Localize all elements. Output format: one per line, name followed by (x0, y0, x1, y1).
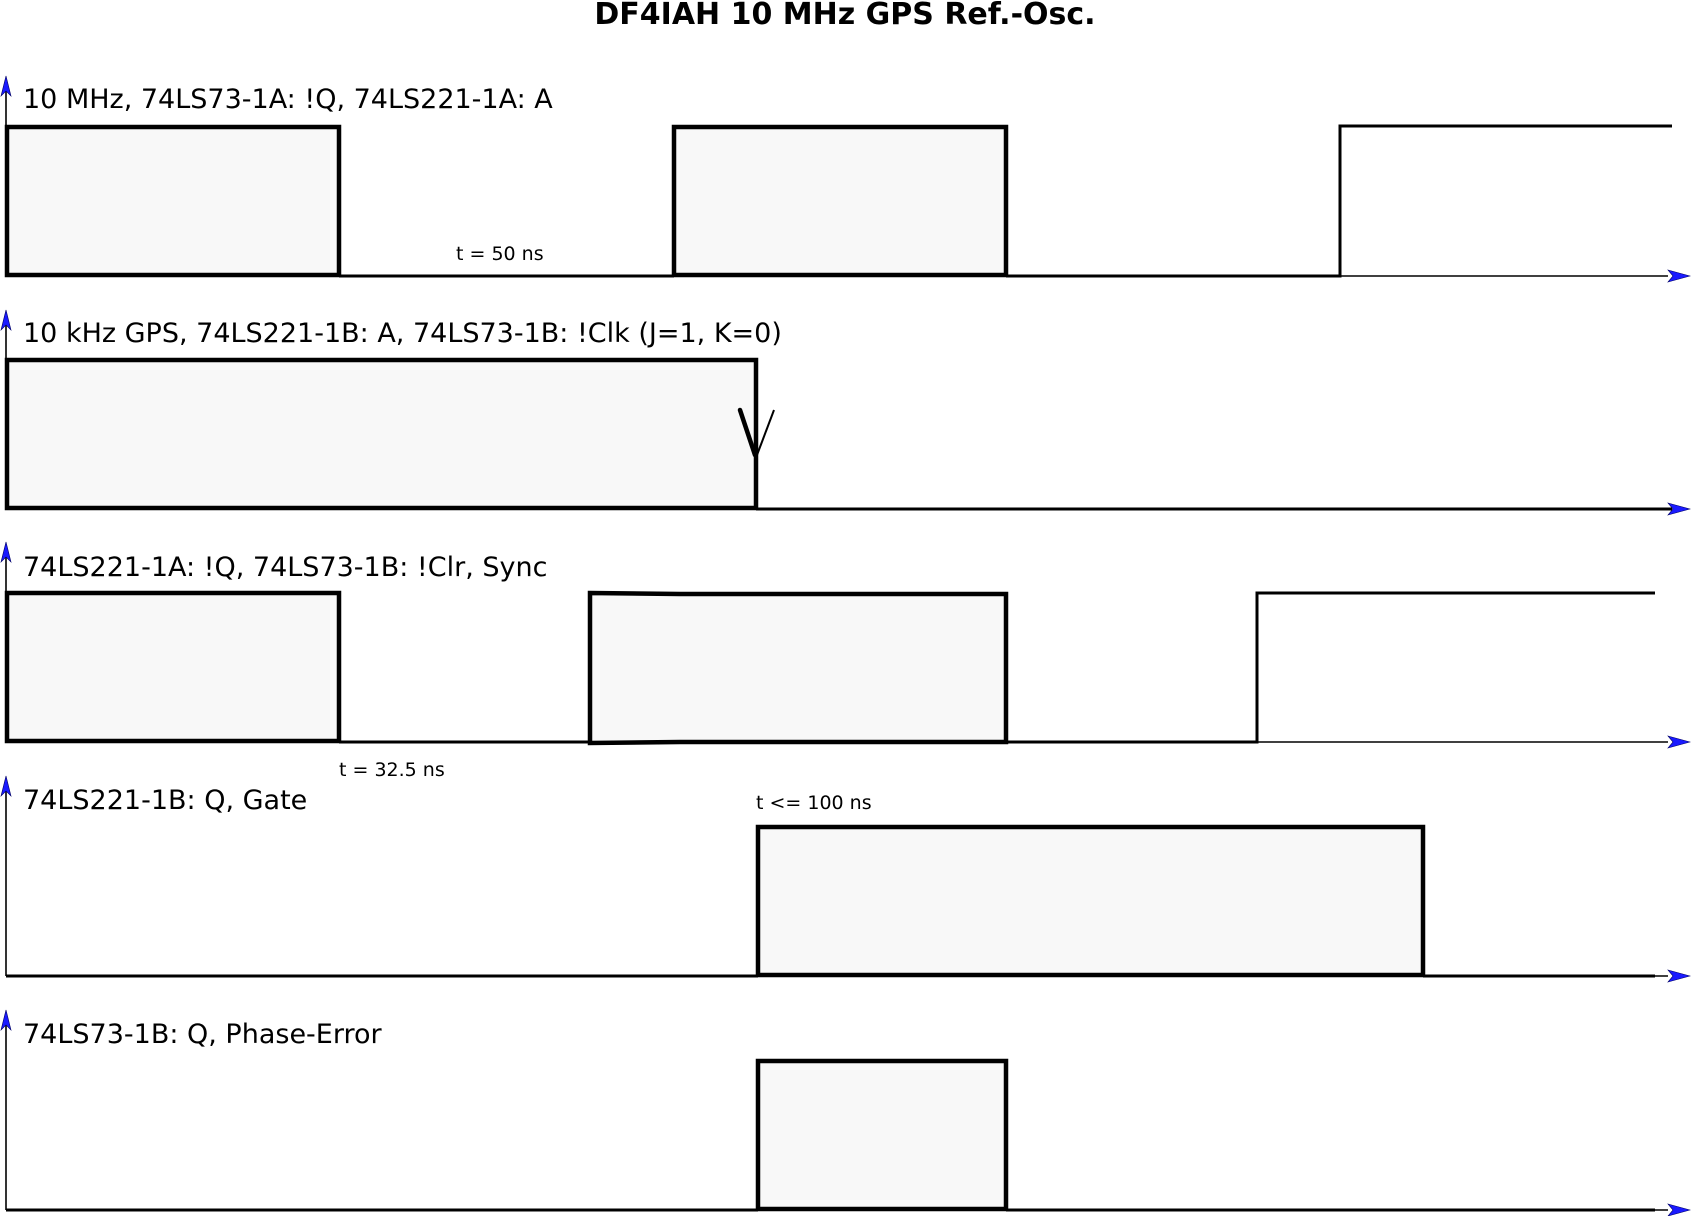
timing-annotation: t = 50 ns (456, 243, 544, 265)
x-axis-arrow (1668, 1204, 1690, 1216)
trace-label: 74LS221-1B: Q, Gate (23, 785, 308, 816)
x-axis-arrow (1668, 736, 1690, 748)
pulse-high (590, 593, 1006, 743)
trace-label: 10 kHz GPS, 74LS221-1B: A, 74LS73-1B: !Clk (J=1, K=0) (23, 318, 782, 349)
trace-gate (1, 776, 1690, 982)
trace-10khz-gps (1, 310, 1690, 515)
timing-annotation: t = 32.5 ns (339, 759, 445, 781)
trace-label: 10 MHz, 74LS73-1A: !Q, 74LS221-1A: A (23, 84, 553, 115)
pulse-high (758, 1061, 1006, 1209)
trace-10mhz (1, 76, 1690, 282)
trace-label: 74LS221-1A: !Q, 74LS73-1B: !Clr, Sync (23, 552, 548, 583)
pulse-high (7, 127, 339, 275)
pulse-high (7, 593, 339, 741)
pulse-high (7, 360, 756, 508)
timing-annotation: t <= 100 ns (756, 792, 872, 814)
trace-sync (1, 542, 1690, 781)
x-axis-arrow (1668, 970, 1690, 982)
falling-edge-marker (757, 410, 774, 455)
trace-label: 74LS73-1B: Q, Phase-Error (23, 1019, 382, 1050)
pulse-high (674, 127, 1006, 275)
trace-phase-error (1, 1010, 1690, 1216)
x-axis-arrow (1668, 270, 1690, 282)
diagram-title: DF4IAH 10 MHz GPS Ref.-Osc. (594, 0, 1096, 32)
pulse-high (758, 827, 1423, 975)
